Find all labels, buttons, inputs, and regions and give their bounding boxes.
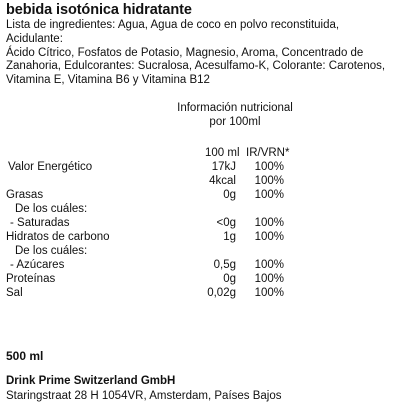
row-value-100ml: 0g	[223, 189, 236, 201]
table-row	[0, 202, 400, 216]
table-row	[0, 174, 400, 188]
company-name: Drink Prime Switzerland GmbH	[6, 375, 176, 387]
table-row	[0, 160, 400, 174]
row-value-ri: 100%	[254, 161, 284, 173]
row-value-ri: 100%	[254, 273, 284, 285]
row-value-100ml: 17kJ	[211, 161, 236, 173]
company-address: Staringstraat 28 H 1054VR, Amsterdam, Países Bajos	[6, 390, 282, 402]
row-value-ri: 100%	[254, 175, 284, 187]
net-volume: 500 ml	[6, 349, 44, 363]
nutrition-heading-line: por 100ml	[209, 116, 261, 128]
row-label: De los cuáles:	[15, 203, 88, 215]
table-row	[0, 286, 400, 300]
ingredients-line: Zanahoria, Edulcorantes: Sucralosa, Acesulfamo-K, Colorante: Carotenos,	[6, 60, 386, 73]
table-row	[0, 258, 400, 272]
row-value-100ml: 4kcal	[209, 175, 236, 187]
row-value-ri: 100%	[254, 231, 284, 243]
table-row	[0, 230, 400, 244]
row-value-ri: 100%	[254, 217, 284, 229]
row-value-100ml: 0,02g	[207, 287, 236, 299]
row-label: - Saturadas	[10, 217, 70, 229]
row-label: De los cuáles:	[15, 245, 88, 257]
row-label: Sal	[6, 287, 23, 299]
row-value-100ml: 1g	[223, 231, 236, 243]
table-row	[0, 216, 400, 230]
column-header-100ml: 100 ml	[205, 147, 240, 159]
row-label: - Azúcares	[10, 259, 65, 271]
table-row	[0, 188, 400, 202]
ingredients-line: Ácido Cítrico, Fosfatos de Potasio, Magnesio, Aroma, Concentrado de	[6, 46, 364, 59]
row-value-ri: 100%	[254, 259, 284, 271]
row-label: Valor Energético	[8, 161, 93, 173]
row-value-100ml: 0g	[223, 273, 236, 285]
table-row	[0, 244, 400, 258]
nutrition-heading-line: Información nutricional	[177, 102, 293, 114]
ingredients-list	[6, 19, 394, 88]
ingredients-line: Vitamina E, Vitamina B6 y Vitamina B12	[6, 74, 210, 87]
row-value-100ml: <0g	[216, 217, 236, 229]
nutrition-table	[0, 160, 400, 300]
row-label: Proteínas	[6, 273, 56, 285]
ingredients-line: Lista de ingredientes: Agua, Agua de coco en polvo reconstituida, Acidulante:	[6, 19, 340, 45]
row-label: Hidratos de carbono	[6, 231, 110, 243]
column-header-reference-intake: IR/VRN*	[246, 147, 290, 159]
row-value-ri: 100%	[254, 287, 284, 299]
row-value-ri: 100%	[254, 189, 284, 201]
row-value-100ml: 0,5g	[213, 259, 236, 271]
table-row	[0, 272, 400, 286]
product-title: bebida isotónica hidratante	[6, 2, 192, 18]
nutrition-heading	[150, 101, 320, 129]
row-label: Grasas	[6, 189, 44, 201]
